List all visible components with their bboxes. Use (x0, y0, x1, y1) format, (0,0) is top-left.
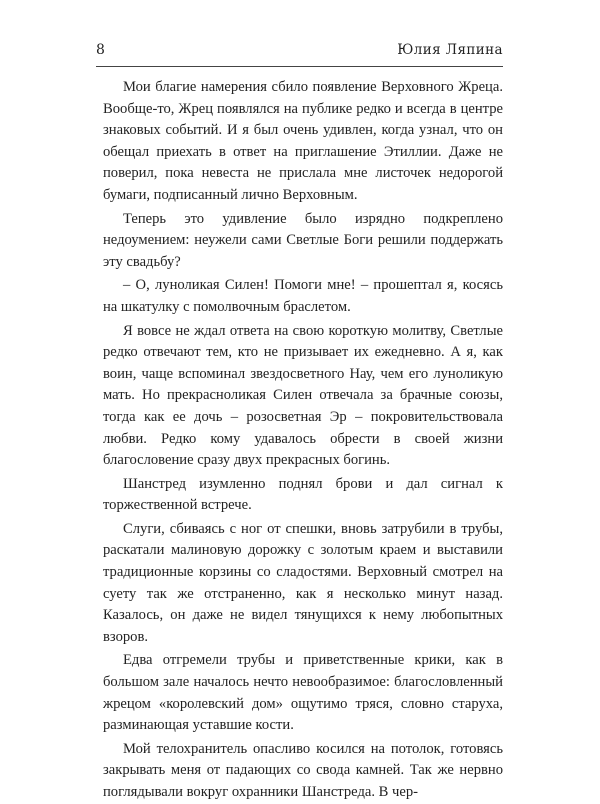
paragraph: Мой телохранитель опасливо косился на потолок, готовясь закрывать меня от падающих со свода камней. Так же нервно поглядывали вокруг охранники Шанстреда. В чер- (103, 740, 503, 800)
paragraph: Шанстред изумленно поднял брови и дал сигнал к торжественной встрече. (103, 475, 503, 514)
page-header (96, 41, 503, 65)
paragraph: Мои благие намерения сбило появление Верховного Жреца. Вообще-то, Жрец появлялся на публике редко и всегда в центре знаковых событий. И я был очень удивлен, когда узнал, что он обещал приехать в ответ на приглашение Этиллии. Даже не поверил, пока невеста не прислала мне листочек недорогой бумаги, подписанный лично Верховным. (103, 79, 503, 203)
page-number: 8 (96, 42, 105, 58)
paragraph: – О, луноликая Силен! Помоги мне! – прошептал я, косясь на шкатулку с помолвочным браслетом. (103, 277, 503, 315)
paragraph: Едва отгремели трубы и приветственные крики, как в большом зале началось нечто невообразимое: благословленный жрецом «королевский дом» ощутимо тряся, словно старуха, разминающая уставшие кости. (103, 652, 503, 734)
body-text (103, 77, 503, 804)
paragraph: Я вовсе не ждал ответа на свою короткую молитву, Светлые редко отвечают тем, кто не призывает их ежедневно. А я, как воин, чаще вспоминал звездосветного Нау, чем его луноликую мать. Но прекрасноликая Силен отвечала за брачные союзы, тогда как ее дочь – розосветная Эр – покровительствовала любви. Редко кому удавалось обрести в своей жизни благословение сразу двух прекрасных богинь. (103, 322, 503, 469)
running-head-author: Юлия Ляпина (397, 42, 503, 58)
paragraph: Теперь это удивление было изрядно подкреплено недоумением: неужели сами Светлые Боги решили поддержать эту свадьбу? (103, 210, 503, 270)
paragraph: Слуги, сбиваясь с ног от спешки, вновь затрубили в трубы, раскатали малиновую дорожку с золотым краем и выставили традиционные корзины со сладостями. Верховный смотрел на суету так же отстраненно, как я несколько минут назад. Казалось, он даже не видел тянущихся к нему любопытных взоров. (103, 520, 503, 645)
header-rule (96, 66, 503, 67)
